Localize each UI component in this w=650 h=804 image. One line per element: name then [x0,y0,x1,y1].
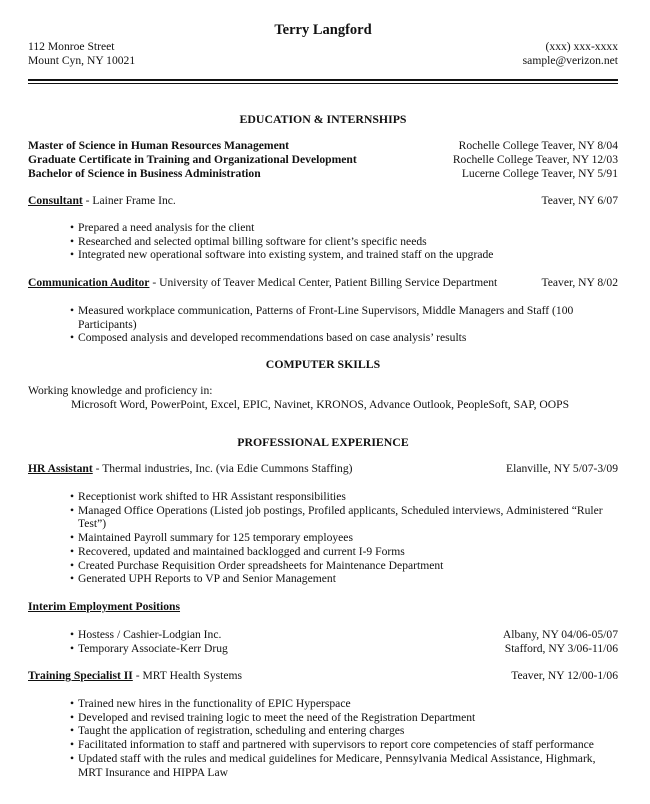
consultant-bullets [70,221,618,262]
skills-list: Microsoft Word, PowerPoint, Excel, EPIC, Navinet, KRONOS, Advance Outlook, PeopleSoft, SAP, OOPS [71,398,570,411]
skills-section-title: COMPUTER SKILLS [265,357,381,371]
bullet-glyph: • [70,628,75,641]
job-org: - Lainer Frame Inc. [82,194,176,207]
degree-name: Bachelor of Science in Business Administration [28,167,261,180]
bullet-item: • Measured workplace communication, Patterns of Front-Line Supervisors, Middle Managers and Staff (100 Participants) [70,304,580,331]
bullet-glyph: • [70,642,75,655]
education-section-title: EDUCATION & INTERNSHIPS [239,112,407,126]
bullet-item: • Integrated new operational software into existing system, and trained staff on the upgrade [70,248,618,262]
bullet-item: • Facilitated information to staff and partnered with supervisors to report core competencies of staff performance [70,738,618,752]
degree-row [28,139,618,153]
bullet-item: • Managed Office Operations (Listed job postings, Profiled applicants, Scheduled interviews, Administered “Ruler Test”) [70,504,618,531]
job-org: - University of Teaver Medical Center, Patient Billing Service Department [149,276,498,289]
address-line-2: Mount Cyn, NY 10021 [28,54,136,67]
job-title: Training Specialist II [28,669,133,682]
job-heading-communication-auditor [28,276,618,290]
skills-intro: Working knowledge and proficiency in: [28,384,213,397]
interim-text: Temporary Associate-Kerr Drug [78,642,228,655]
bullet-item: • Composed analysis and developed recommendations based on case analysis’ results [70,331,580,345]
bullet-item: • Updated staff with the rules and medical guidelines for Medicare, Pennsylvania Medical Assistance, Highmark, MRT Insurance and HIPPA Law [70,752,618,779]
phone-number: (xxx) xxx-xxxx [545,40,618,53]
bullet-item: • Created Purchase Requisition Order spreadsheets for Maintenance Department [70,559,618,573]
hr-assistant-bullets [70,490,618,586]
job-heading-consultant [28,194,618,208]
bullet-item: • Taught the application of registration, scheduling and entering charges [70,724,618,738]
job-location: Teaver, NY 6/07 [541,194,618,207]
header-divider-thin [28,83,618,84]
job-org: - Thermal industries, Inc. (via Edie Cummons Staffing) [92,462,353,475]
degree-school: Rochelle College Teaver, NY 12/03 [452,153,618,166]
bullet-item: • Maintained Payroll summary for 125 temporary employees [70,531,618,545]
resume-name: Terry Langford [274,22,372,38]
resume-page [28,0,618,804]
degree-school: Lucerne College Teaver, NY 5/91 [461,167,618,180]
interim-item [70,642,618,656]
bullet-item: • Generated UPH Reports to VP and Senior Management [70,572,618,586]
contact-block [523,40,618,68]
job-heading-training-specialist [28,669,618,683]
job-location: Teaver, NY 12/00-1/06 [511,669,618,682]
job-org: - MRT Health Systems [132,669,243,682]
bullet-item: • Receptionist work shifted to HR Assistant responsibilities [70,490,618,504]
bullet-item: • Prepared a need analysis for the client [70,221,618,235]
communication-auditor-bullets [70,304,580,345]
interim-text: Hostess / Cashier-Lodgian Inc. [78,628,222,641]
degree-row [28,167,618,181]
training-specialist-bullets [70,697,618,779]
interim-location: Stafford, NY 3/06-11/06 [504,642,618,655]
bullet-item: • Trained new hires in the functionality of EPIC Hyperspace [70,697,618,711]
job-title: Communication Auditor [28,276,150,289]
address-line-1: 112 Monroe Street [28,40,115,53]
header-divider-thick [28,79,618,81]
degree-school: Rochelle College Teaver, NY 8/04 [458,139,618,152]
degree-row [28,153,618,167]
degree-name: Master of Science in Human Resources Management [28,139,290,152]
interim-location: Albany, NY 04/06-05/07 [502,628,618,641]
job-heading-interim [28,600,618,614]
job-location: Elanville, NY 5/07-3/09 [506,462,618,475]
bullet-item: • Recovered, updated and maintained backlogged and current I-9 Forms [70,545,618,559]
job-location: Teaver, NY 8/02 [541,276,618,289]
email-address: sample@verizon.net [522,54,618,67]
job-heading-hr-assistant [28,462,618,476]
bullet-item: • Developed and revised training logic to meet the need of the Registration Department [70,711,618,725]
job-title: Consultant [28,194,83,207]
job-title: Interim Employment Positions [28,600,181,613]
interim-item [70,628,618,642]
experience-section-title: PROFESSIONAL EXPERIENCE [237,435,409,449]
job-title: HR Assistant [28,462,93,475]
address-block [28,40,135,68]
bullet-item: • Researched and selected optimal billing software for client’s specific needs [70,235,618,249]
degree-name: Graduate Certificate in Training and Organizational Development [28,153,357,166]
